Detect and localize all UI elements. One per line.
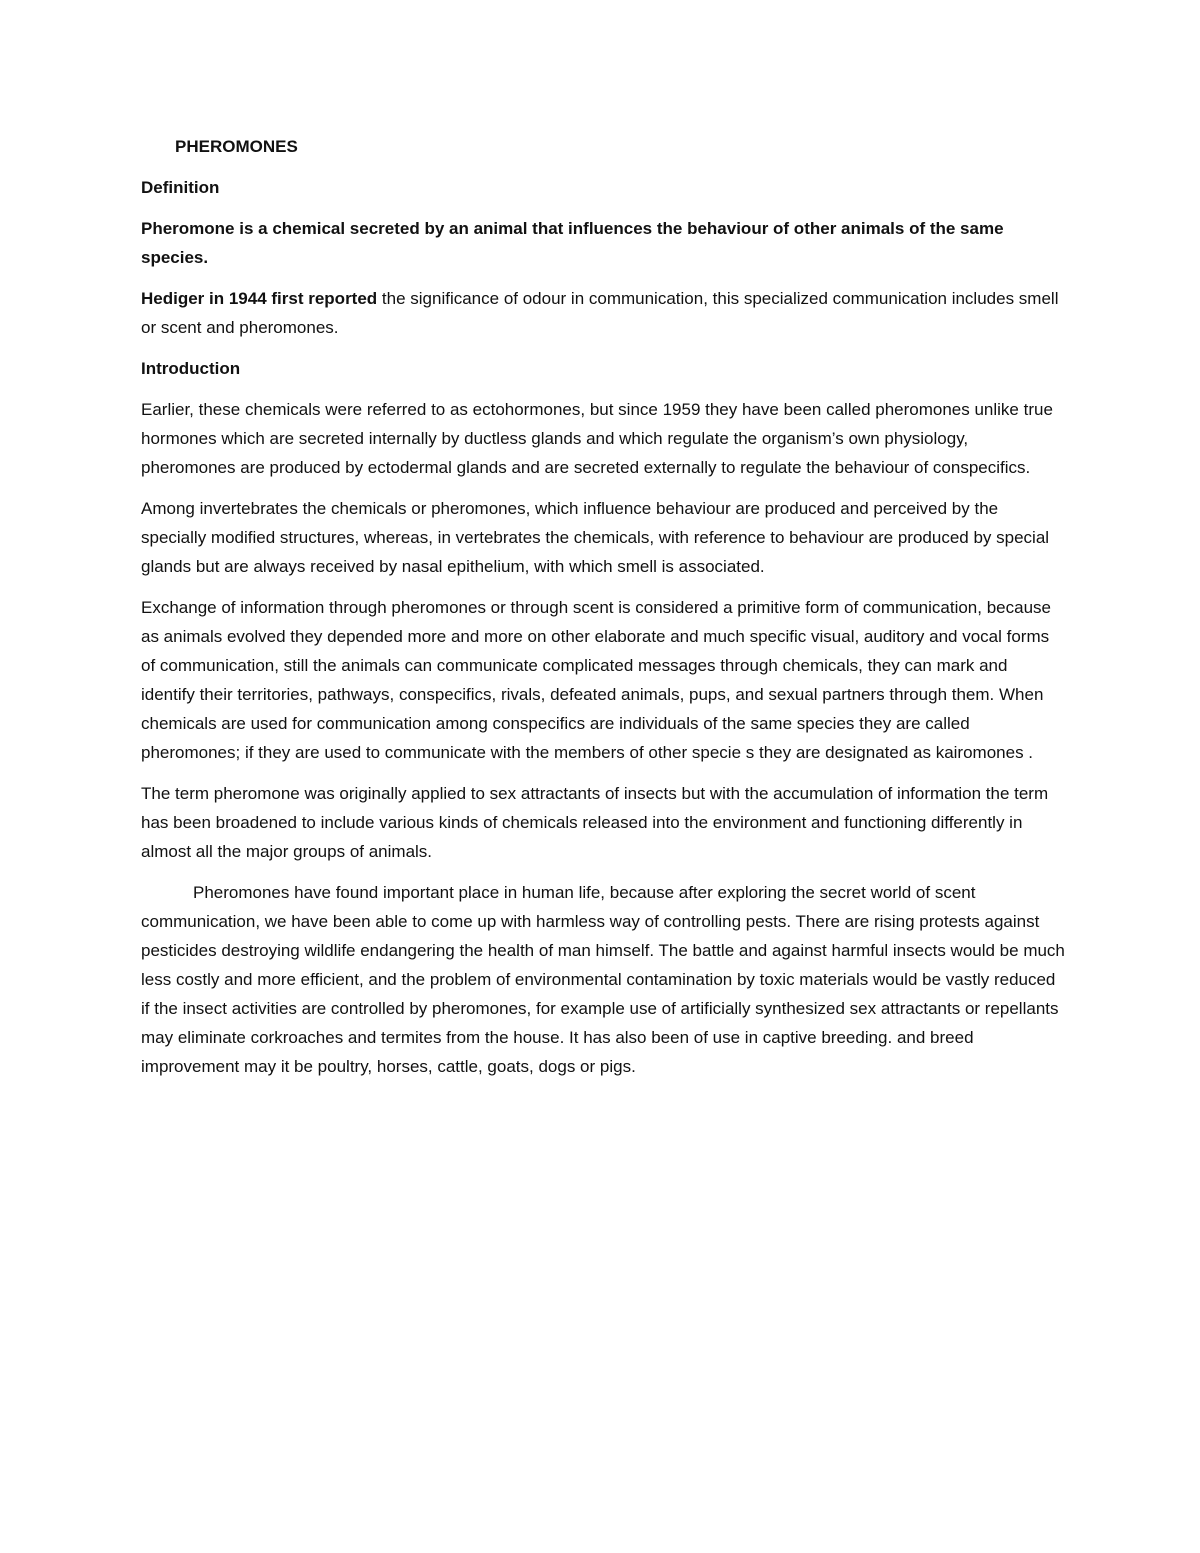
document-page xyxy=(141,132,1066,1093)
definition-text: Pheromone is a chemical secreted by an animal that influences the behaviour of other animals of the same species. xyxy=(141,219,1004,267)
introduction-heading: Introduction xyxy=(141,359,241,378)
paragraph-ectohormones: Earlier, these chemicals were referred to as ectohormones, but since 1959 they have been called pheromones unlike true hormones which are secreted internally by ductless glands and which regulate the organism’s own physiology, pheromones are produced by ectodermal glands and are secreted externally to regulate the behaviour of conspecifics. xyxy=(141,400,1053,477)
hediger-paragraph xyxy=(141,284,1066,342)
paragraph-term: The term pheromone was originally applied to sex attractants of insects but with the accumulation of information the term has been broadened to include various kinds of chemicals released into the environment and functioning differently in almost all the major groups of animals. xyxy=(141,784,1049,861)
paragraph-human-life: Pheromones have found important place in human life, because after exploring the secret world of scent communication, we have been able to come up with harmless way of controlling pests. There are rising protests against pesticides destroying wildlife endangering the health of man himself. The battle and against harmful insects would be much less costly and more efficient, and the problem of environmental contamination by toxic materials would be vastly reduced if the insect activities are controlled by pheromones, for example use of artificially synthesized sex attractants or repellants may eliminate corkroaches and termites from the house. It has also been of use in captive breeding. and breed improvement may it be poultry, horses, cattle, goats, dogs or pigs. xyxy=(141,883,1065,1076)
paragraph-invertebrates: Among invertebrates the chemicals or pheromones, which influence behaviour are produced and perceived by the specially modified structures, whereas, in vertebrates the chemicals, with reference to behaviour are produced by special glands but are always received by nasal epithelium, with which smell is associated. xyxy=(141,499,1050,576)
definition-heading: Definition xyxy=(141,178,220,197)
paragraph-exchange: Exchange of information through pheromones or through scent is considered a primitive form of communication, because as animals evolved they depended more and more on other elaborate and much specific visual, auditory and vocal forms of communication, still the animals can communicate complicated messages through chemicals, they can mark and identify their territories, pathways, conspecifics, rivals, defeated animals, pups, and sexual partners through them. When chemicals are used for communication among conspecifics are individuals of the same species they are called pheromones; if they are used to communicate with the members of other specie s they are designated as kairomones . xyxy=(141,598,1051,762)
hediger-bold-text: Hediger in 1944 first reported xyxy=(141,289,378,308)
document-title: PHEROMONES xyxy=(175,137,298,156)
hediger-rest-text: the significance of odour in communication, this specialized communication includes smell or scent and pheromones. xyxy=(141,289,1059,337)
